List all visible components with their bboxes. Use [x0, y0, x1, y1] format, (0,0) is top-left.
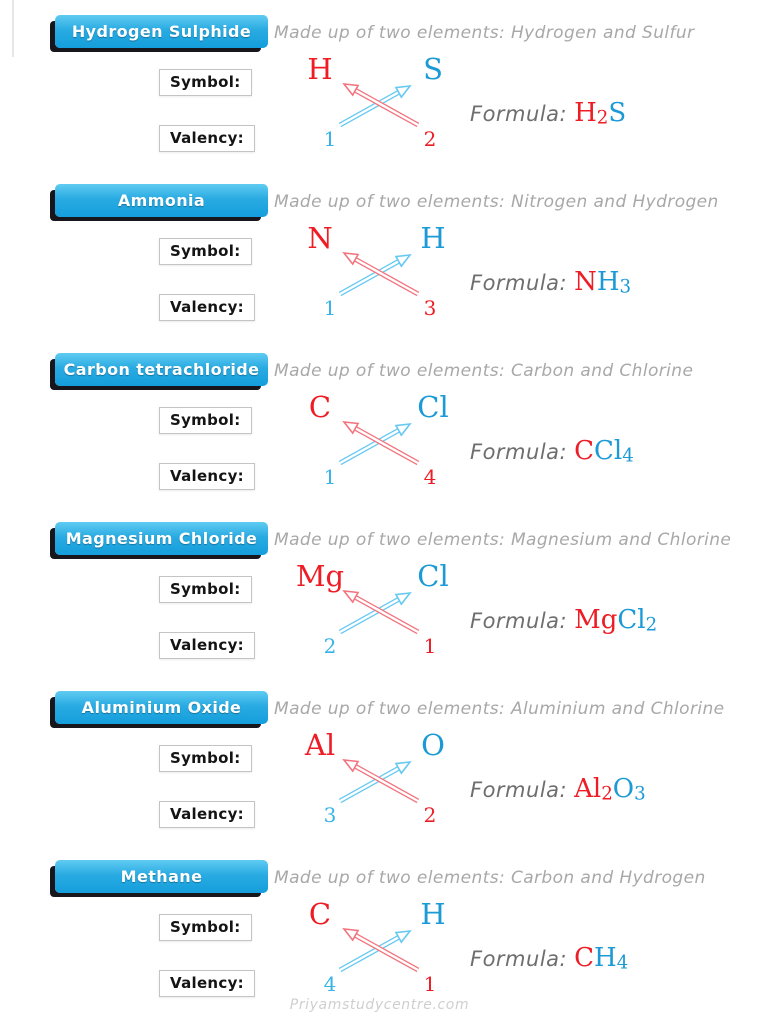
left-element-symbol: H: [307, 52, 333, 86]
right-valency-number: 4: [423, 465, 437, 489]
formula-part: 4: [622, 445, 634, 467]
valency-label: Valency:: [170, 467, 244, 485]
compound-section: [0, 352, 759, 521]
formula-line: [470, 774, 646, 805]
right-valency-number: 1: [423, 972, 437, 996]
compound-name: Magnesium Chloride: [65, 529, 258, 548]
valency-label: Valency:: [170, 298, 244, 316]
compound-section: [0, 14, 759, 183]
formula-part: C: [574, 943, 595, 973]
elements-description: Made up of two elements: Carbon and Hydrogen: [274, 868, 706, 888]
formula-value: [574, 98, 626, 128]
formula-label: Formula:: [470, 947, 568, 971]
formula-part: H: [594, 943, 617, 973]
compound-name-badge: [55, 353, 268, 386]
left-element-symbol: N: [307, 221, 333, 255]
valency-label: Valency:: [170, 636, 244, 654]
symbol-label-box: [159, 576, 252, 603]
symbol-label-box: [159, 407, 252, 434]
left-valency-number: 1: [323, 296, 337, 320]
elements-description: Made up of two elements: Nitrogen and Hydrogen: [274, 192, 719, 212]
right-element-symbol: Cl: [417, 390, 449, 424]
formula-value: [574, 436, 634, 466]
left-element-symbol: Mg: [295, 559, 345, 593]
valency-label: Valency:: [170, 974, 244, 992]
formula-line: [470, 267, 631, 298]
right-valency-number: 3: [423, 296, 437, 320]
formula-value: [574, 774, 646, 804]
formula-label: Formula:: [470, 102, 568, 126]
formula-part: Cl: [617, 605, 646, 635]
formula-label: Formula:: [470, 778, 568, 802]
compound-name: Carbon tetrachloride: [63, 360, 260, 379]
formula-part: H: [596, 267, 620, 297]
right-valency-number: 2: [423, 803, 437, 827]
right-valency-number: 2: [423, 127, 437, 151]
formula-part: 2: [601, 783, 613, 805]
right-element-symbol: Cl: [417, 559, 449, 593]
compound-name-badge: [55, 691, 268, 724]
valency-label: Valency:: [170, 129, 244, 147]
symbol-label: Symbol:: [170, 73, 241, 91]
symbol-label: Symbol:: [170, 411, 241, 429]
valency-label-box: [159, 125, 255, 152]
left-valency-number: 1: [323, 465, 337, 489]
formula-part: Mg: [574, 605, 618, 635]
compound-section: [0, 183, 759, 352]
formula-line: [470, 98, 626, 129]
valency-label: Valency:: [170, 805, 244, 823]
compound-name-badge: [55, 184, 268, 217]
compound-name-badge: [55, 860, 268, 893]
elements-description: Made up of two elements: Carbon and Chlorine: [274, 361, 694, 381]
right-element-symbol: H: [420, 221, 446, 255]
compound-name: Aluminium Oxide: [81, 698, 242, 717]
valency-label-box: [159, 632, 255, 659]
formula-value: [574, 605, 657, 635]
symbol-label-box: [159, 914, 252, 941]
formula-part: Cl: [594, 436, 623, 466]
compound-name: Hydrogen Sulphide: [71, 22, 252, 41]
symbol-label: Symbol:: [170, 918, 241, 936]
formula-value: [574, 267, 631, 297]
left-element-symbol: C: [308, 897, 332, 931]
formula-part: 2: [596, 107, 609, 129]
formula-part: C: [574, 436, 595, 466]
elements-description: Made up of two elements: Hydrogen and Sulfur: [274, 23, 695, 43]
valency-label-box: [159, 294, 255, 321]
valency-label-box: [159, 801, 255, 828]
compound-name: Ammonia: [117, 191, 206, 210]
symbol-label: Symbol:: [170, 749, 241, 767]
formula-label: Formula:: [470, 609, 568, 633]
formula-label: Formula:: [470, 271, 568, 295]
formula-part: Al: [574, 774, 602, 804]
formula-part: 3: [619, 276, 632, 298]
valency-label-box: [159, 463, 255, 490]
watermark: Priyamstudycentre.com: [289, 997, 470, 1013]
formula-label: Formula:: [470, 440, 568, 464]
left-valency-number: 4: [323, 972, 337, 996]
formula-part: 4: [616, 952, 629, 974]
left-element-symbol: Al: [304, 728, 336, 762]
elements-description: Made up of two elements: Aluminium and Chlorine: [274, 699, 725, 719]
formula-part: H: [574, 98, 597, 128]
left-valency-number: 2: [323, 634, 337, 658]
symbol-label-box: [159, 745, 252, 772]
formula-part: 3: [634, 783, 646, 805]
left-valency-number: 3: [323, 803, 337, 827]
symbol-label-box: [159, 69, 252, 96]
left-valency-number: 1: [323, 127, 337, 151]
right-valency-number: 1: [423, 634, 437, 658]
formula-value: [574, 943, 628, 973]
formula-line: [470, 605, 657, 636]
compound-section: [0, 521, 759, 690]
formula-line: [470, 943, 628, 974]
formula-line: [470, 436, 634, 467]
compound-list: [0, 14, 759, 1028]
compound-name-badge: [55, 15, 268, 48]
left-element-symbol: C: [308, 390, 332, 424]
formula-part: 2: [645, 614, 658, 636]
compound-name: Methane: [120, 867, 203, 886]
right-element-symbol: S: [423, 52, 443, 86]
symbol-label: Symbol:: [170, 242, 241, 260]
compound-name-badge: [55, 522, 268, 555]
valency-label-box: [159, 970, 255, 997]
formula-part: N: [574, 267, 597, 297]
elements-description: Made up of two elements: Magnesium and Chlorine: [274, 530, 732, 550]
symbol-label-box: [159, 238, 252, 265]
formula-part: O: [612, 774, 635, 804]
right-element-symbol: O: [421, 728, 445, 762]
symbol-label: Symbol:: [170, 580, 241, 598]
right-element-symbol: H: [420, 897, 446, 931]
compound-section: [0, 690, 759, 859]
formula-part: S: [608, 98, 627, 128]
